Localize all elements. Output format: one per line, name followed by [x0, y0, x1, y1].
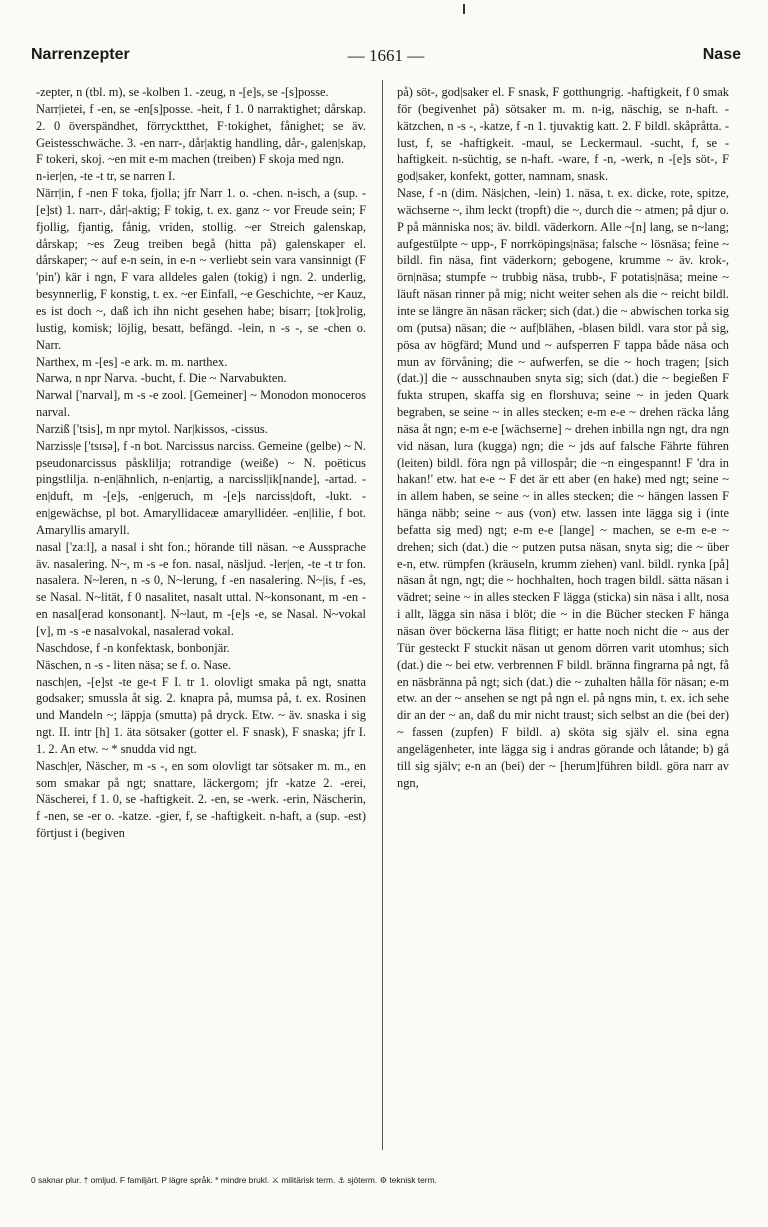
dictionary-entry: Närr|in, f -nen F toka, fjolla; jfr Narr 1. o. -chen. n-isch, a (sup. -[e]st) 1. narr-, dår|-aktig; F tokig, t. ex. ganz ~ vor Freude sein; F fjollig, fjantig, fånig, vriden, stollig. ~er Streich galenskap, dårskap; ~es Zeug treiben begå (hitta på) galenskaper el. dårskaper; ~ auf e-n sein, in e-n ~ verliebt sein vara vansinnigt (F 'pin') kär i ngn, F vara alldeles galen (tokig) i ngn. 2. underlig, besynnerlig, F konstig, t. ex. ~er Einfall, ~e Geschichte, ~er Kauz, es ist doch ~, daß ich ihn nicht gesehen habe; bisarr; [tok]rolig, lustig, komisk; löjlig, besatt, befängd. -lein, n -s -, se -chen o. Narr. — [36, 186, 366, 352]
column-divider — [382, 80, 383, 1150]
dictionary-entry: Näschen, n -s - liten näsa; se f. o. Nase. — [36, 657, 232, 672]
dictionary-entry: nasal ['zaːl], a nasal i sht fon.; hörande till näsan. ~e Aussprache äv. nasalering. N~, m -s -e fon. nasal, näsljud. -ler|en, -te -t tr fon. nasalera. N~leren, n -s 0, N~lerung, f -en nasalering. N~|is, f -es, se Nasal. N~lität, f 0 nasalitet, nasalt uttal. N~konsonant, m -en -en nasal[erad konsonant]. N~laut, m -[e]s -e, se Nasal. N~vokal [v], m -s -e nasalvokal, nasalerad vokal. — [36, 539, 366, 638]
dictionary-entry: Naschdose, f -n konfektask, bonbonjär. — [36, 640, 230, 655]
dictionary-entry: Narr|ietei, f -en, se -en[s]posse. -heit, f 1. 0 narraktighet; dårskap. 2. 0 överspändhet, förrycktthet, F·tokighet, fånighet; se äv. Geistesschwäche. 3. -en narr-, dår|aktig handling, dår-, galen|skap, F tokeri, skoj. ~en mit e-m machen (treiben) F skoja med ngn. — [36, 101, 366, 167]
dictionary-entry: på) söt-, god|saker el. F snask, F gotthungrig. -haftigkeit, f 0 smak för (begivenhet på) sötsaker m. m. n-ig, näschig, se n-haft. -kätzchen, n -s -, -katze, f -n 1. tjuvaktig katt. 2. F bildl. skåpråtta. -lust, f, se -haftigkeit. -maul, se Leckermaul. -sucht, f, se -haftigkeit. n-süchtig, se n-haft. -ware, f -n, -werk, n -[e]s söt-, F god|saker, konfekt, gotter, namnam, snask. — [397, 85, 729, 184]
page-number: — 1661 — — [347, 46, 425, 65]
dictionary-entry: Narwal ['narval], m -s -e zool. [Gemeiner] ~ Monodon monoceros narval. — [36, 388, 366, 420]
page-tick-mark — [463, 4, 465, 14]
dictionary-entry: Narziß ['tsis], m npr mytol. Nar|kissos, -cissus. — [36, 421, 268, 436]
dictionary-entry: Nasch|er, Näscher, m -s -, en som olovligt tar sötsaker m. m., en som smakar på ngt; snattare, läckergom; jfr -katze 2. -erei, Näscherei, f 1. 0, se -haftigkeit. 2. -en, se -werk. -erin, Näscherin, f -nen, se -er o. -katze. -gier, f, se -haftigkeit. n-haft, a (sup. -est) förtjust i (begiven — [36, 758, 366, 841]
left-column — [36, 84, 366, 1146]
header-left-guideword: Narrenzepter — [31, 46, 130, 63]
dictionary-entry: -zepter, n (tbl. m), se -kolben 1. -zeug, n -[e]s, se -[s]posse. — [36, 85, 329, 99]
dictionary-entry: nasch|en, -[e]st -te ge-t F I. tr 1. olovligt smaka på ngt, snatta godsaker; smussla åt sig. 2. knapra på, mumsa på, t. ex. Rosinen und Mandeln ~; läppja (smutta) på dryck. Etw. ~ äv. snaska i sig ngt. II. intr [h] 1. äta sötsaker (gotter el. F snask), F snaska; jfr I. 1. 2. An etw. ~ * snudda vid ngt. — [36, 674, 366, 756]
abbreviation-key-footer: 0 saknar plur. † omljud. F familjärt. P lägre språk. * mindre brukl. ⚔ militärisk term. ⚓ sjöterm. ⚙ teknisk term. — [31, 1175, 437, 1185]
dictionary-entry: Narthex, m -[es] -e ark. m. m. narthex. — [36, 354, 228, 369]
header-right-guideword: Nase — [702, 46, 741, 63]
page-header — [31, 46, 741, 72]
dictionary-entry: Narziss|e ['tsɪsə], f -n bot. Narcissus narciss. Gemeine (gelbe) ~ N. pseudonarcissus påsklilja; rotrandige (weiße) ~ N. poëticus pingstlilja. n-en|ähnlich, n-en|artig, a narcissl|ik[nande], -artad. -en|duft, m -[e]s, -en|geruch, m -[e]s narciss|doft, -lukt. -en|gewächse, pl bot. Amaryllidaceæ amaryllidéer. -en|lilie, f bot. Amaryllis amaryll. — [36, 438, 366, 537]
dictionary-entry: Narwa, n npr Narva. -bucht, f. Die ~ Narvabukten. — [36, 371, 287, 386]
dictionary-entry: n-ier|en, -te -t tr, se narren I. — [36, 169, 176, 184]
right-column — [397, 84, 729, 1146]
dictionary-entry: Nase, f -n (dim. Näs|chen, -lein) 1. näsa, t. ex. dicke, rote, spitze, wächserne ~, ihm leckt (tropft) die ~, durch die ~ atmen; på djur o. P på människa nos; äv. bildl. väderkorn. Alle ~[n] lang, se n~lang; aufgestülpte ~ upp-, F norrköpings|näsa; falsche ~ lösnäsa; feine ~ bildl. fin näsa, fint väderkorn; gebogene, krumme ~ äv. krok-, örn|näsa; stumpfe ~ trubbig näsa, trubb-, F potatis|näsa; meine ~ läuft näsan rinner på mig; nicht weiter sehen als die ~ reicht bildl. inte se längre än näsan räcker; sich (dat.) die ~ abwischen torka sig om (putsa) näsan; die ~ auf|blähen, -blasen bildl. vara stor på sig, pösa av högfärd; Mund und ~ aufsperren F tappa både näsa och mun av förvåning; die ~ aufwerfen, se die ~ hoch tragen; [sich (dat.)] die ~ ausschnauben snyta sig; sich (dat.) die ~ begießen F fukta strupen, skaffa sig en florshuva; seine ~ in jeden Quark begraben, se seine ~ in alles stecken; e-m e-e ~ drehen räcka lång näsa åt ngn; e-m e-e [wächserne] ~ drehen inbilla ngn ngt, dra ngn vid näsan, lura (kugga) ngn; die ~ jds auf falsche Fährte führen (leiten) bildl. föra ngn på villospår; die ~n eingespannt! F 'dra in hakan!' etw. hat e-e ~ F det är ett aber (en hake) med ngt; seine ~ in allem haben, se seine ~ in alles stecken; die ~ hängen lassen F hänga näbb; seine ~ aus (von) etw. lassen inte lägga sig i (inte befatta sig med) ngt; e-m e-e [lange] ~ machen, se e-m e-e ~ drehen; sich (dat.) die ~ putzen putsa näsan, snyta sig; die ~ über e-n, etw. rümpfen (kräuseln, krumm ziehen) vanl. bildl. rynka [på] näsan åt ngn, ngt; die ~ hochhalten, hoch tragen bildl. sätta näsan i vädret; seine ~ in alles stecken F lägga (sticka) sin näsa i allt, nosa i allt, lägga sin näsa i blöt; die ~ in die Bücher stecken F hänga näsan över böckerna läsa flitigt; er hatte noch nicht die ~ aus der Tür gesteckt F stuckit näsan ut genom dörren varit utomhus; sich (dat.) die ~ bei etw. verbrennen F bildl. bränna fingrarna på ngt, få en näsbränna på ngt; sich (dat.) die ~ zuhalten hålla för näsan; e-m etw. an der ~ ansehen se ngt på ngn el. på ngns min, t. ex. ich sehe dir an der ~ an, daß du mir nicht traust; sich selbst an die (bei der) ~ fassen (zupfen) F bildl. a) sköta sig själv el. sina egna angelägenheter, inte lägga sig i andras görande och låtande; b) gå till sig själv; e-n an (bei) der ~ [herum]führen bildl. göra narr av ngn, — [397, 186, 729, 790]
